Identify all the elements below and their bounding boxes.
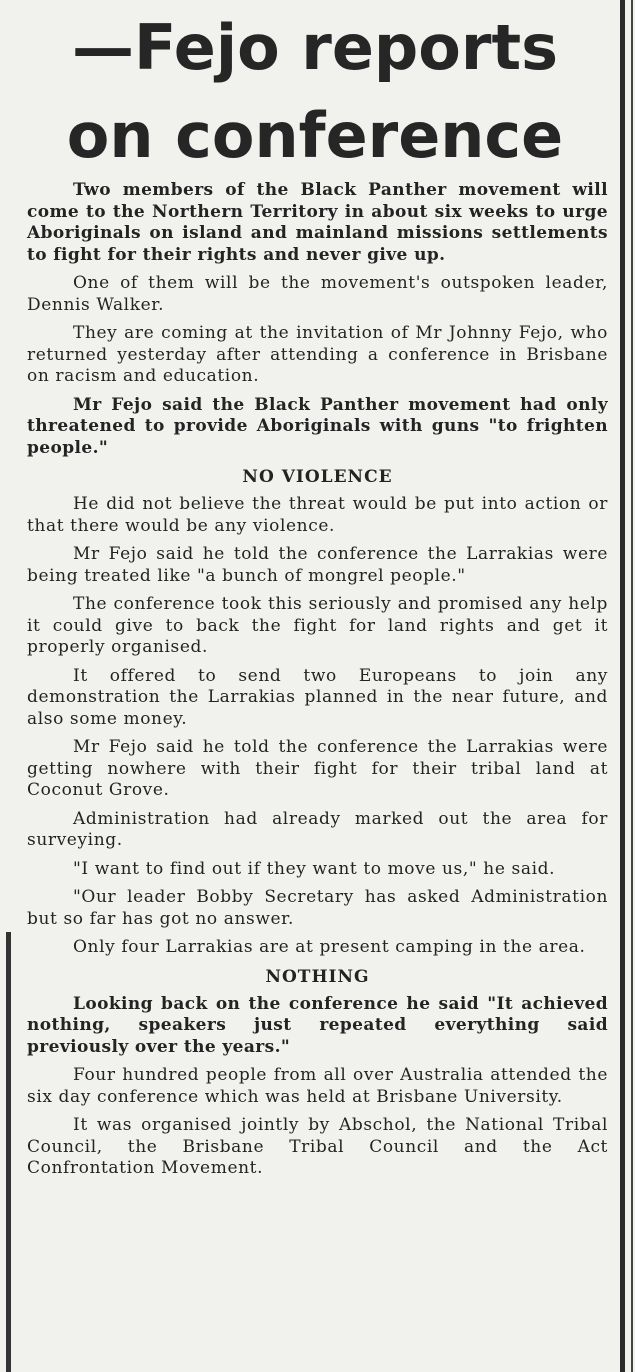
paragraph: Administration had already marked out the area for surveying. xyxy=(27,808,608,850)
column-rule-right-thin xyxy=(631,0,633,1372)
paragraph: Only four Larrakias are at present camping in the area. xyxy=(73,937,586,957)
paragraph: He did not believe the threat would be put into action or that there would be any violence. xyxy=(27,494,608,536)
subheading-nothing: NOTHING xyxy=(265,966,370,987)
subheading-no-violence: NO VIOLENCE xyxy=(242,467,393,487)
column-rule-left xyxy=(6,932,11,1372)
paragraph: Four hundred people from all over Australia attended the six day conference which was held at Brisbane University. xyxy=(27,1065,608,1107)
article-body xyxy=(27,180,608,1187)
headline-line-2: on conference xyxy=(66,99,564,172)
headline xyxy=(30,4,600,180)
paragraph: It was organised jointly by Abschol, the National Tribal Council, the Brisbane Tribal Council and the Act Confrontation Movement. xyxy=(27,1115,608,1178)
paragraph: The conference took this seriously and promised any help it could give to back the fight for land rights and get it properly organised. xyxy=(27,594,608,657)
paragraph: One of them will be the movement's outspoken leader, Dennis Walker. xyxy=(27,273,608,315)
bold-paragraph: Looking back on the conference he said "It achieved nothing, speakers just repeated everything said previously over the years." xyxy=(27,993,608,1057)
paragraph: It offered to send two Europeans to join any demonstration the Larrakias planned in the near future, and also some money. xyxy=(27,665,608,729)
headline-line-1: —Fejo reports xyxy=(71,11,559,84)
paragraph: Mr Fejo said he told the conference the Larrakias were being treated like "a bunch of mongrel people." xyxy=(27,544,608,586)
intro-paragraph: Two members of the Black Panther movement will come to the Northern Territory in about six weeks to urge Aboriginals on island and mainland missions settlements to fight for their rights and never give up. xyxy=(27,180,608,265)
bold-paragraph: Mr Fejo said the Black Panther movement had only threatened to provide Aboriginals with guns "to frighten people." xyxy=(27,394,608,458)
paragraph: Mr Fejo said he told the conference the Larrakias were getting nowhere with their fight for their tribal land at Coconut Grove. xyxy=(27,737,608,800)
paragraph: "I want to find out if they want to move us," he said. xyxy=(73,858,556,879)
column-rule-right xyxy=(620,0,625,1372)
paragraph: "Our leader Bobby Secretary has asked Administration but so far has got no answer. xyxy=(27,887,608,929)
paragraph: They are coming at the invitation of Mr Johnny Fejo, who returned yesterday after attending a conference in Brisbane on racism and education. xyxy=(27,323,608,386)
